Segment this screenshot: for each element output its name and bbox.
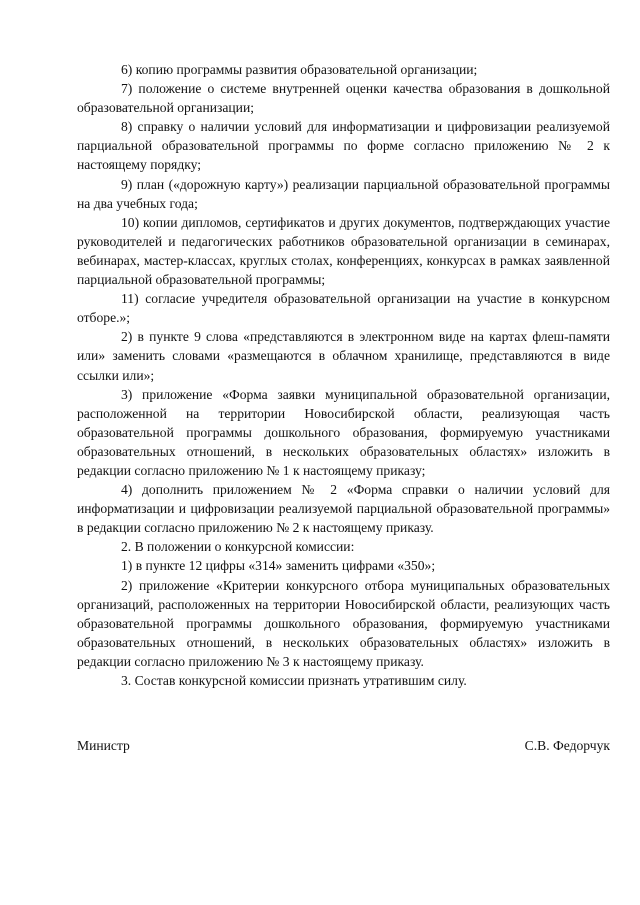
paragraph: 2. В положении о конкурсной комиссии: <box>121 539 355 555</box>
paragraph: 7) положение о системе внутренней оценки качества образования в дошкольной образовательной организации; <box>77 81 610 116</box>
paragraph: 8) справку о наличии условий для информатизации и цифровизации реализуемой парциальной образовательной программы по форме согласно приложению № 2 к настоящему порядку; <box>77 119 610 173</box>
signatory-position: Министр <box>77 738 130 753</box>
paragraph: 6) копию программы развития образовательной организации; <box>121 62 478 77</box>
signature-block <box>77 736 610 755</box>
paragraph: 9) план («дорожную карту») реализации парциальной образовательной программы на два учебных года; <box>77 176 610 211</box>
paragraph: 10) копии дипломов, сертификатов и других документов, подтверждающих участие руководителей и педагогических работников образовательной организации в семинарах, вебинарах, мастер-классах, круглых столах, конференциях, конкурсах в рамках заявленной парциальной образовательной программы; <box>77 214 610 288</box>
paragraph: 2) приложение «Критерии конкурсного отбора муниципальных образовательных организаций, расположенных на территории Новосибирской области, реализующих часть образовательной программы дошкольного образования, формируемую участниками образовательных отношений, в нескольких образовательных областях» изложить в редакции согласно приложению № 3 к настоящему приказу. <box>77 577 610 669</box>
paragraph: 3) приложение «Форма заявки муниципальной образовательной организации, расположенной на территории Новосибирской области, реализующая часть образовательной программы дошкольного образования, формируемую участниками образовательных отношений, в нескольких образовательных областях» изложить в редакции согласно приложению № 1 к настоящему приказу; <box>77 386 610 478</box>
paragraph: 3. Состав конкурсной комиссии признать утратившим силу. <box>121 673 467 688</box>
document-body <box>77 60 610 690</box>
paragraph: 4) дополнить приложением № 2 «Форма справки о наличии условий для информатизации и цифровизации реализуемой парциальной образовательной программы» в редакции согласно приложению № 2 к настоящему приказу. <box>77 482 610 536</box>
paragraph: 11) согласие учредителя образовательной организации на участие в конкурсном отборе.»; <box>77 291 610 326</box>
paragraph: 2) в пункте 9 слова «представляются в электронном виде на картах флеш-памяти или» заменить словами «размещаются в облачном хранилище, представляются в виде ссылки или»; <box>77 329 610 383</box>
paragraph: 1) в пункте 12 цифры «314» заменить цифрами «350»; <box>121 558 436 574</box>
signatory-name: С.В. Федорчук <box>524 738 610 753</box>
